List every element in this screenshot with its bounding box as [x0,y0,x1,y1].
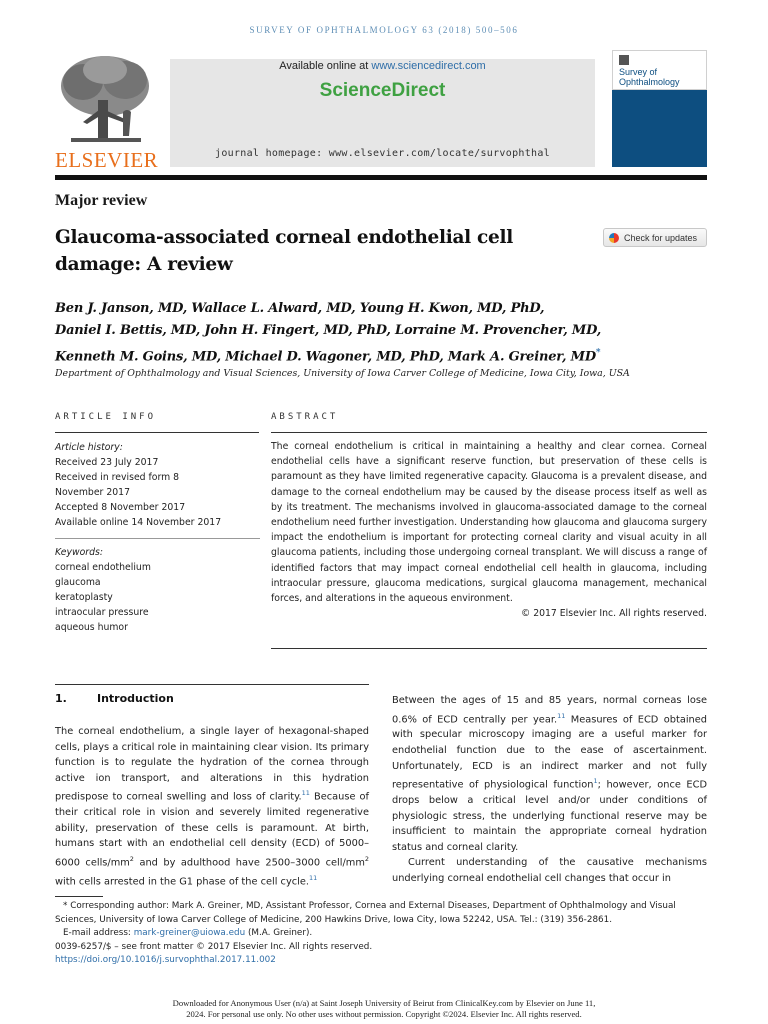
crossmark-icon [609,233,619,243]
citation-link[interactable]: 11 [309,873,318,882]
abstract-heading: ABSTRACT [271,412,339,422]
divider [55,684,369,685]
history-label: Article history: [55,442,123,453]
citation-link[interactable]: 1 [593,777,598,786]
issn-line: 0039-6257/$ – see front matter © 2017 Elsevier Inc. All rights reserved. [55,941,373,952]
history-item: Received in revised form 8 [55,472,180,483]
intro-left-column [55,724,369,890]
cover-title [619,67,680,87]
check-updates-label: Check for updates [624,232,698,243]
author-line: Ben J. Janson, MD, Wallace L. Alward, MD, Young H. Kwon, MD, PhD, [55,301,545,316]
keyword: corneal endothelium [55,562,151,573]
keyword: glaucoma [55,577,101,588]
keyword: intraocular pressure [55,607,149,618]
footnotes [55,900,707,968]
email-link[interactable]: mark-greiner@uiowa.edu [133,928,246,939]
intro-right-column [392,693,707,887]
article-info-heading: ARTICLE INFO [55,412,157,422]
cover-header [612,50,707,90]
email-suffix: (M.A. Greiner). [245,928,313,939]
download-notice [100,998,668,1020]
article-info [55,440,260,635]
keyword: keratoplasty [55,592,113,603]
cover-title-line2: Ophthalmology [619,77,680,87]
section-heading [55,692,174,705]
divider [55,538,260,539]
abstract-text: The corneal endothelium is critical in maintaining a healthy and clear cornea. Corneal endothelial cells have a significant reserve function, but preservation of these cells is paramount as they have limited regenerative capacity. Glaucoma is a prevalent disease, and damage to the corneal endothelium may be caused by the disease process itself as well as by its treatment. The mechanisms involved in glaucoma-associated damage to the corneal endothelium need further investigation. Understanding how glaucoma and glaucoma surgery impact the endothelium is important for protecting corneal clarity and visual acuity in all glaucoma patients, including those undergoing corneal transplant. We will discuss a range of identified factors that may impact corneal endothelial cell health in glaucoma, including intraocular pressure, glaucoma medications, surgical glaucoma management, mechanical forces, and alterations in the aqueous environment. [271,441,707,605]
paragraph-text: Between the ages of 15 and 85 years, normal corneas lose 0.6% of ECD centrally per year. [392,695,707,725]
paragraph-text: ; however, once ECD drops below a critical level and/or under conditions of physiologic stress, the underlying functional reserve may be insufficient to maintain the appropriate corneal hydration status and corneal clarity. [392,779,707,853]
citation-link[interactable]: 11 [557,711,566,720]
elsevier-wordmark: ELSEVIER [55,148,159,172]
author-line-text: Kenneth M. Goins, MD, Michael D. Wagoner, MD, PhD, Mark A. Greiner, MD [55,349,596,365]
paragraph-text: Because of their critical role in vision and severely limited regenerative ability, preservation of these cells is paramount. At birth, humans start with an endothelial cell density (ECD) of 5000–6000 cells/mm [55,791,369,869]
corresponding-marker[interactable]: * [595,348,601,358]
sciencedirect-link[interactable]: www.sciencedirect.com [371,60,486,72]
article-title: Glaucoma-associated corneal endothelial cell damage: A review [55,227,513,275]
author-line: Daniel I. Bettis, MD, John H. Fingert, MD, PhD, Lorraine M. Provencher, MD, [55,323,602,338]
paragraph-text: Measures of ECD obtained with specular microscopy imaging are a useful marker for endothelial function due to the ease of ascertainment. Unfortunately, ECD is an indirect marker and not fully representative of physiological function [392,713,707,791]
citation-link[interactable]: 11 [301,789,310,798]
affiliation: Department of Ophthalmology and Visual Sciences, University of Iowa Carver College of Medicine, Iowa City, Iowa, USA [55,368,630,379]
history-item: November 2017 [55,487,130,498]
history-item: Accepted 8 November 2017 [55,502,186,513]
keywords-label: Keywords: [55,547,103,558]
cover-emblem-icon [619,55,629,65]
footnote-divider [55,896,103,897]
paragraph-text: and by adulthood have 2500–3000 cell/mm [133,857,365,869]
author-line [55,342,615,368]
author-list [55,298,615,368]
superscript: 2 [364,855,369,864]
article-type: Major review [55,192,148,209]
paragraph: Current understanding of the causative mechanisms underlying corneal endothelial cell changes that occur in [392,857,707,885]
superscript: 2 [129,855,134,864]
paragraph-text: The corneal endothelium, a single layer of hexagonal-shaped cells, plays a critical role in maintaining clear vision. Its primary function is to regulate the hydration of the cornea through active ion transport, and alterations in this hydration predispose to corneal swelling and loss of clarity. [55,726,369,803]
doi-line [55,954,707,968]
abstract-copyright: © 2017 Elsevier Inc. All rights reserved. [520,608,707,620]
paragraph [392,693,707,855]
doi-link[interactable]: https://doi.org/10.1016/j.survophthal.2017.11.002 [55,955,276,966]
history-item: Available online 14 November 2017 [55,517,222,528]
journal-homepage[interactable]: journal homepage: www.elsevier.com/locate/survophthal [215,148,550,159]
divider [271,648,707,649]
available-online [170,60,595,72]
download-line: 2024. For personal use only. No other uses without permission. Copyright ©2024. Elsevier Inc. All rights reserved. [186,1009,582,1019]
abstract-body [271,439,707,621]
header-rule [55,175,707,180]
cover-title-line1: Survey of [619,67,658,77]
email-label: E-mail address: [63,928,134,939]
divider [271,432,707,433]
check-updates-button[interactable] [603,228,707,247]
running-head: SURVEY OF OPHTHALMOLOGY 63 (2018) 500–506 [249,25,519,35]
available-prefix: Available online at [279,60,372,72]
sciencedirect-logo[interactable]: ScienceDirect [319,80,446,101]
section-number: 1. [55,692,67,705]
corresponding-author-note: * Corresponding author: Mark A. Greiner, MD, Assistant Professor, Cornea and External Diseases, Department of Ophthalmology and Visual Sciences, University of Iowa Carver College of Medicine, 200 Hawkins Drive, Iowa City, Iowa 52242, USA. Tel.: (319) 356-2861. [55,901,676,925]
download-line: Downloaded for Anonymous User (n/a) at Saint Joseph University of Beirut from ClinicalKey.com by Elsevier on June 11, [172,998,596,1008]
history-item: Received 23 July 2017 [55,457,159,468]
paragraph-text: with cells arrested in the G1 phase of the cell cycle. [55,876,309,888]
divider [55,432,259,433]
journal-cover[interactable] [612,50,707,167]
email-line [55,927,707,941]
keyword: aqueous humor [55,622,128,633]
section-title: Introduction [97,692,174,705]
